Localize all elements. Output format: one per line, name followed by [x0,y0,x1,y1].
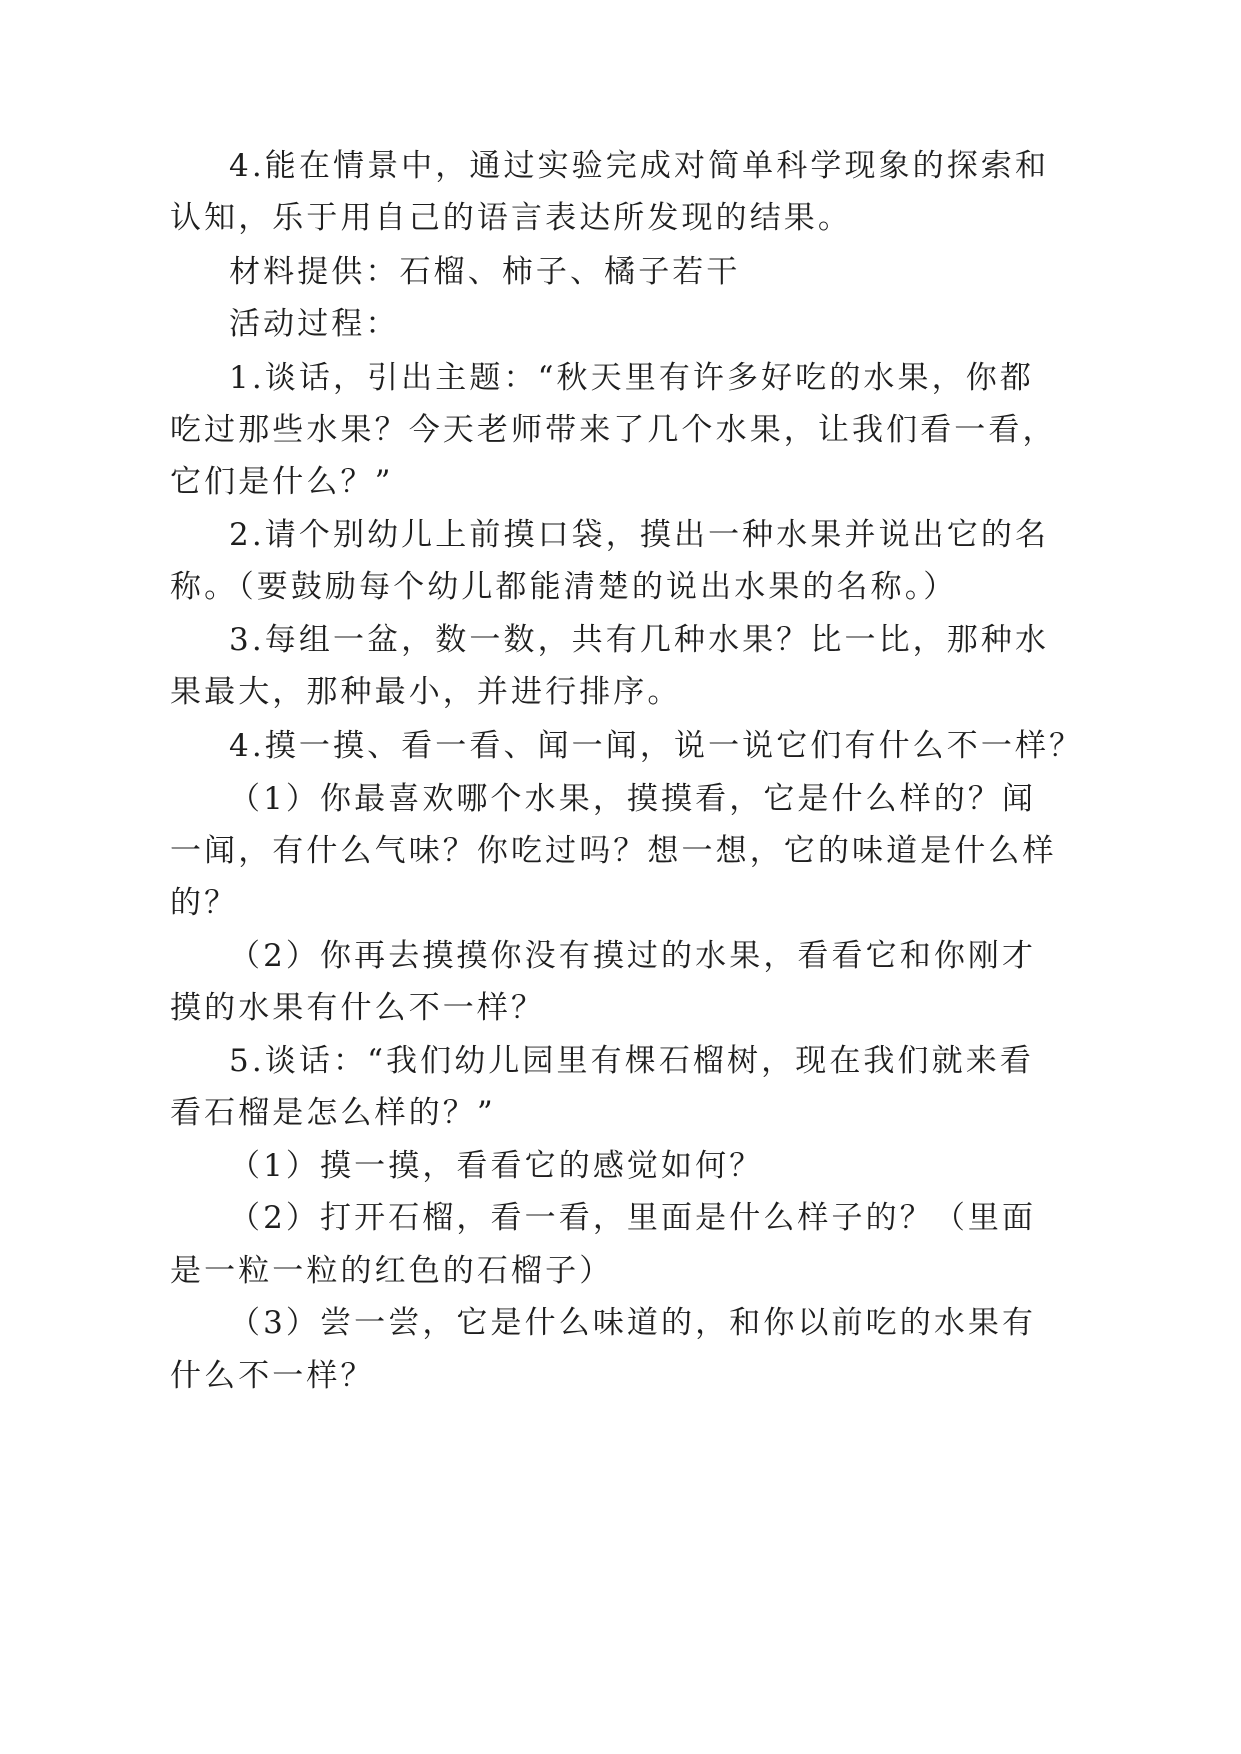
paragraph-line: 2.请个别幼儿上前摸口袋，摸出一种水果并说出它的名 [229,517,1050,553]
paragraph-line: 材料提供：石榴、柿子、橘子若干 [229,254,741,290]
paragraph-line: 的？ [170,885,239,921]
paragraph-line: 果最大，那种最小，并进行排序。 [170,674,682,710]
paragraph-line: 活动过程： [229,306,400,342]
paragraph-line: 3.每组一盆，数一数，共有几种水果？比一比，那种水 [229,622,1050,658]
paragraph-line: 是一粒一粒的红色的石榴子） [170,1253,614,1289]
paragraph-line: 称。（要鼓励每个幼儿都能清楚的说出水果的名称。） [170,569,958,605]
paragraph-line: 摸的水果有什么不一样？ [170,990,546,1026]
paragraph-line: 一闻，有什么气味？你吃过吗？想一想，它的味道是什么样 [170,833,1057,869]
paragraph-line: 吃过那些水果？今天老师带来了几个水果，让我们看一看， [170,412,1057,448]
paragraph-line: 看石榴是怎么样的？” [170,1095,496,1131]
paragraph-line: （3）尝一尝，它是什么味道的，和你以前吃的水果有 [229,1305,1037,1341]
paragraph-line: 4.能在情景中，通过实验完成对简单科学现象的探索和 [229,148,1050,184]
paragraph-line: 1.谈话，引出主题：“秋天里有许多好吃的水果，你都 [229,360,1034,396]
paragraph-line: （1）你最喜欢哪个水果，摸摸看，它是什么样的？闻 [229,781,1037,817]
paragraph-line: 5.谈话：“我们幼儿园里有棵石榴树，现在我们就来看 [229,1043,1034,1079]
paragraph-line: （2）打开石榴，看一看，里面是什么样子的？（里面 [229,1200,1037,1236]
paragraph-line: 认知，乐于用自己的语言表达所发现的结果。 [170,200,852,236]
paragraph-line: 它们是什么？” [170,464,394,500]
paragraph-line: 4.摸一摸、看一看、闻一闻，说一说它们有什么不一样？ [229,728,1084,764]
paragraph-line: （2）你再去摸摸你没有摸过的水果，看看它和你刚才 [229,938,1037,974]
paragraph-line: （1）摸一摸，看看它的感觉如何？ [229,1148,764,1184]
paragraph-line: 什么不一样？ [170,1358,375,1394]
